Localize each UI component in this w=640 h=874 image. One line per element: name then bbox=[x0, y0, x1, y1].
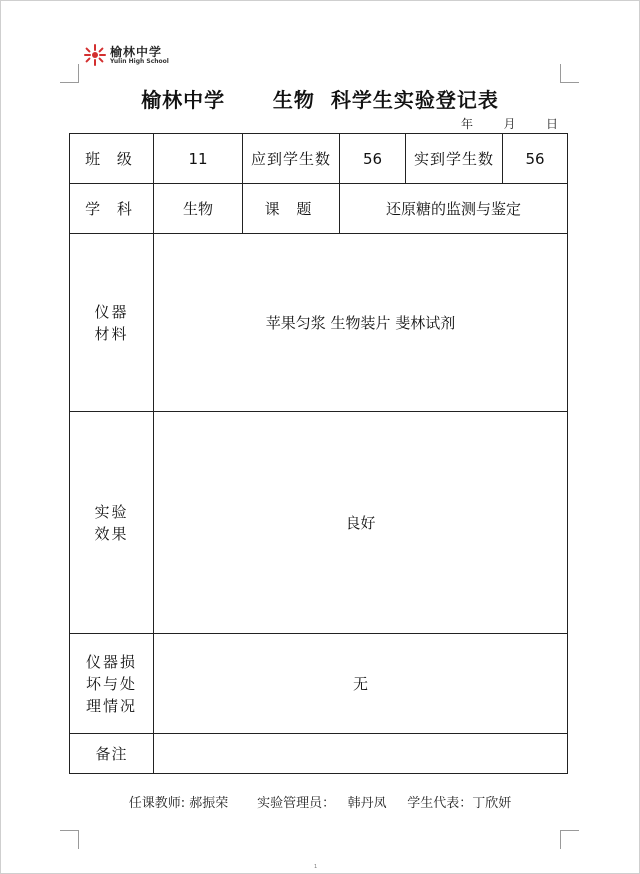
logo-name-cn: 榆林中学 bbox=[110, 44, 163, 59]
page-number: 1 bbox=[314, 864, 318, 870]
crop-mark bbox=[560, 64, 579, 83]
table-row bbox=[70, 412, 568, 634]
lab-manager-name: 韩丹凤 bbox=[347, 796, 387, 811]
equipment-materials-label: 仪器 材料 bbox=[70, 234, 154, 412]
document-title: 榆林中学 生物 科学生实验登记表 bbox=[141, 88, 499, 112]
date-line: 年 月 日 bbox=[460, 117, 558, 131]
table-row bbox=[70, 634, 568, 734]
class-value: 11 bbox=[154, 134, 243, 184]
registration-table bbox=[69, 133, 568, 774]
table-row bbox=[70, 184, 568, 234]
subject-value: 生物 bbox=[154, 184, 243, 234]
crop-mark bbox=[560, 830, 579, 849]
experiment-result-value: 良好 bbox=[154, 412, 568, 634]
student-rep-signature: 学生代表：丁欣妍 bbox=[407, 796, 512, 811]
school-logo bbox=[84, 44, 169, 66]
teacher-signature: 任课教师: 郝振荣 bbox=[128, 796, 229, 811]
actual-students-value: 56 bbox=[503, 134, 568, 184]
remarks-value bbox=[154, 734, 568, 774]
lab-manager-label: 实验管理员： bbox=[257, 796, 336, 811]
expected-students-label: 应到学生数 bbox=[243, 134, 340, 184]
expected-students-value: 56 bbox=[340, 134, 406, 184]
class-label: 班 级 bbox=[70, 134, 154, 184]
table-row bbox=[70, 234, 568, 412]
actual-students-label: 实到学生数 bbox=[406, 134, 503, 184]
crop-mark bbox=[60, 64, 79, 83]
signature-footer bbox=[0, 792, 640, 811]
topic-label: 课 题 bbox=[243, 184, 340, 234]
equipment-damage-label: 仪器损 坏与处 理情况 bbox=[70, 634, 154, 734]
table-row bbox=[70, 134, 568, 184]
subject-label: 学 科 bbox=[70, 184, 154, 234]
crop-mark bbox=[60, 830, 79, 849]
equipment-damage-value: 无 bbox=[154, 634, 568, 734]
school-emblem-icon bbox=[84, 44, 106, 66]
table-row bbox=[70, 734, 568, 774]
experiment-result-label: 实验 效果 bbox=[70, 412, 154, 634]
equipment-materials-value: 苹果匀浆 生物装片 斐林试剂 bbox=[154, 234, 568, 412]
logo-name-en: Yulin High School bbox=[110, 57, 169, 65]
remarks-label: 备注 bbox=[70, 734, 154, 774]
topic-value: 还原糖的监测与鉴定 bbox=[340, 184, 568, 234]
